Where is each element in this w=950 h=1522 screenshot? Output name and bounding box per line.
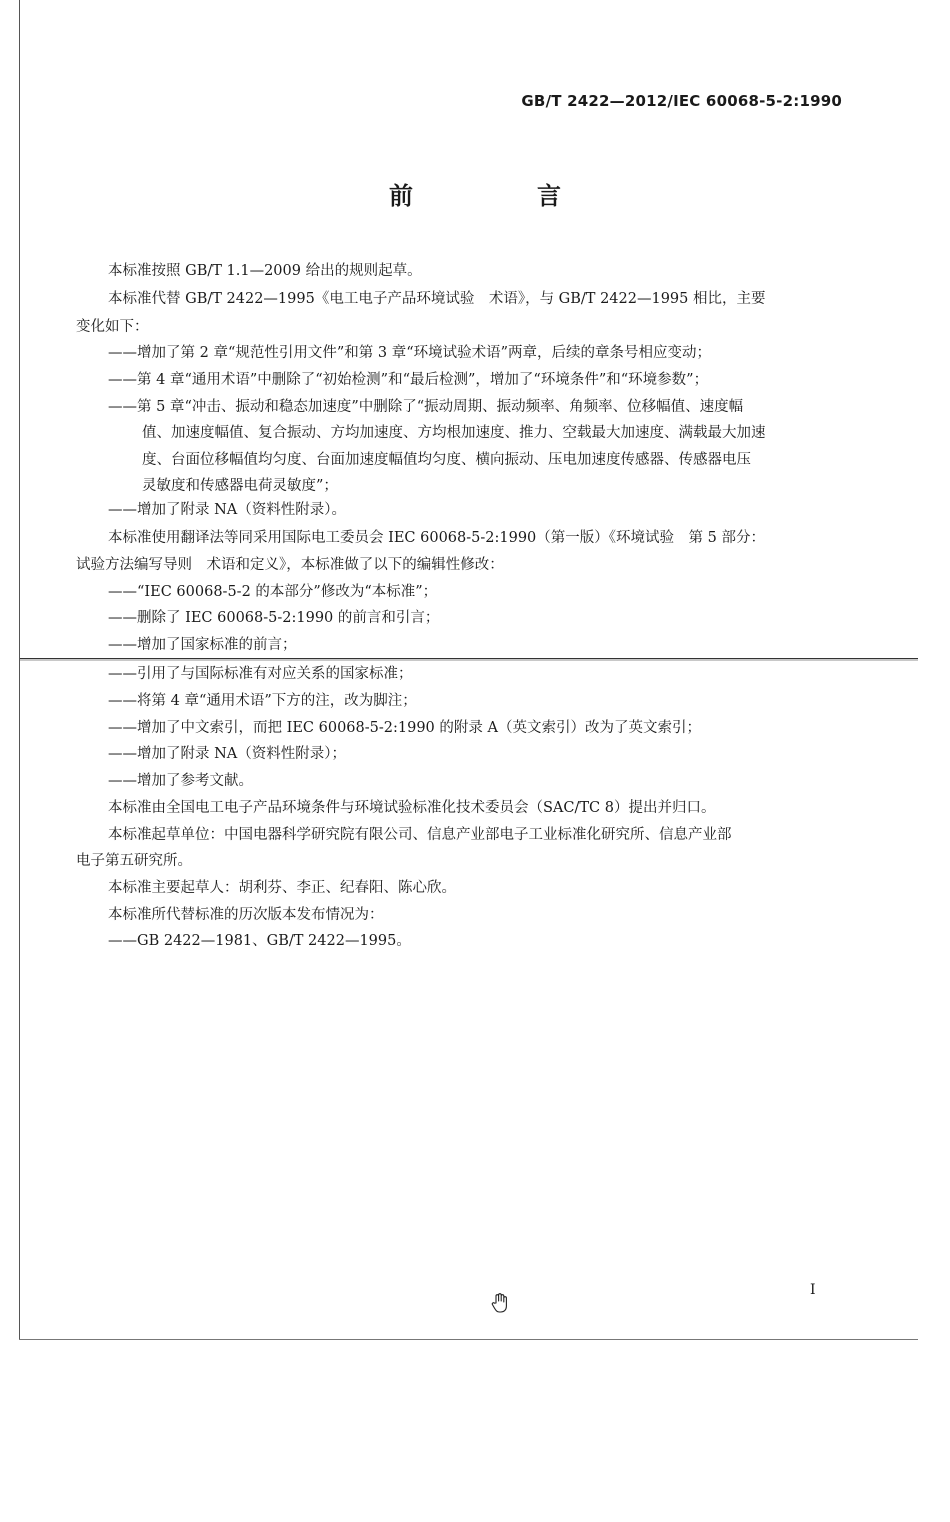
text-line: 本标准使用翻译法等同采用国际电工委员会 IEC 60068-5-2:1990（第一版）《环境试验 第 5 部分： bbox=[108, 530, 765, 546]
list-item-continuation: 值、加速度幅值、复合振动、方均加速度、方均根加速度、推力、空载最大加速度、满载最大加速 bbox=[142, 425, 766, 441]
text-line: 本标准起草单位：中国电器科学研究院有限公司、信息产业部电子工业标准化研究所、信息产业部 bbox=[108, 827, 732, 843]
list-item: ——增加了国家标准的前言； bbox=[108, 637, 297, 653]
page-number: I bbox=[810, 1282, 816, 1298]
text-line: 本标准主要起草人：胡利芬、李正、纪春阳、陈心欣。 bbox=[108, 880, 456, 896]
list-item: ——增加了附录 NA（资料性附录）。 bbox=[108, 502, 347, 518]
text-line: 试验方法编写导则 术语和定义》，本标准做了以下的编辑性修改： bbox=[76, 557, 504, 573]
list-item: ——增加了第 2 章“规范性引用文件”和第 3 章“环境试验术语”两章，后续的章条号相应变动； bbox=[108, 345, 712, 361]
list-item: ——第 4 章“通用术语”中删除了“初始检测”和“最后检测”，增加了“环境条件”和“环境参数”； bbox=[108, 372, 709, 388]
list-item: ——增加了参考文献。 bbox=[108, 773, 253, 789]
page-split-shadow bbox=[20, 659, 918, 661]
list-item: ——增加了中文索引，而把 IEC 60068-5-2:1990 的附录 A（英文索引）改为了英文索引； bbox=[108, 720, 701, 736]
text-line: 电子第五研究所。 bbox=[76, 853, 192, 869]
text-line: 本标准所代替标准的历次版本发布情况为： bbox=[108, 907, 384, 923]
list-item: ——第 5 章“冲击、振动和稳态加速度”中删除了“振动周期、振动频率、角频率、位移幅值、速度幅 bbox=[108, 399, 744, 415]
list-item: ——GB 2422—1981、GB/T 2422—1995。 bbox=[108, 933, 411, 949]
standard-id: GB/T 2422—2012/IEC 60068-5-2:1990 bbox=[521, 92, 842, 110]
hand-cursor-icon bbox=[490, 1292, 510, 1314]
page-bottom-rule bbox=[19, 1339, 918, 1340]
list-item: ——引用了与国际标准有对应关系的国家标准； bbox=[108, 666, 413, 682]
page-title: 前 言 bbox=[389, 182, 611, 210]
list-item-continuation: 灵敏度和传感器电荷灵敏度”； bbox=[142, 478, 338, 494]
text-line: 本标准由全国电工电子产品环境条件与环境试验标准化技术委员会（SAC/TC 8）提出并归口。 bbox=[108, 800, 716, 816]
text-line: 变化如下： bbox=[76, 319, 149, 335]
text-line: 本标准代替 GB/T 2422—1995《电工电子产品环境试验 术语》，与 GB/T 2422—1995 相比，主要 bbox=[108, 291, 766, 307]
text-line: 本标准按照 GB/T 1.1—2009 给出的规则起草。 bbox=[108, 263, 422, 279]
list-item: ——删除了 IEC 60068-5-2:1990 的前言和引言； bbox=[108, 610, 440, 626]
list-item: ——增加了附录 NA（资料性附录）； bbox=[108, 746, 347, 762]
list-item-continuation: 度、台面位移幅值均匀度、台面加速度幅值均匀度、横向振动、压电加速度传感器、传感器电压 bbox=[142, 452, 751, 468]
list-item: ——将第 4 章“通用术语”下方的注，改为脚注； bbox=[108, 693, 417, 709]
list-item: ——“IEC 60068-5-2 的本部分”修改为“本标准”； bbox=[108, 584, 438, 600]
